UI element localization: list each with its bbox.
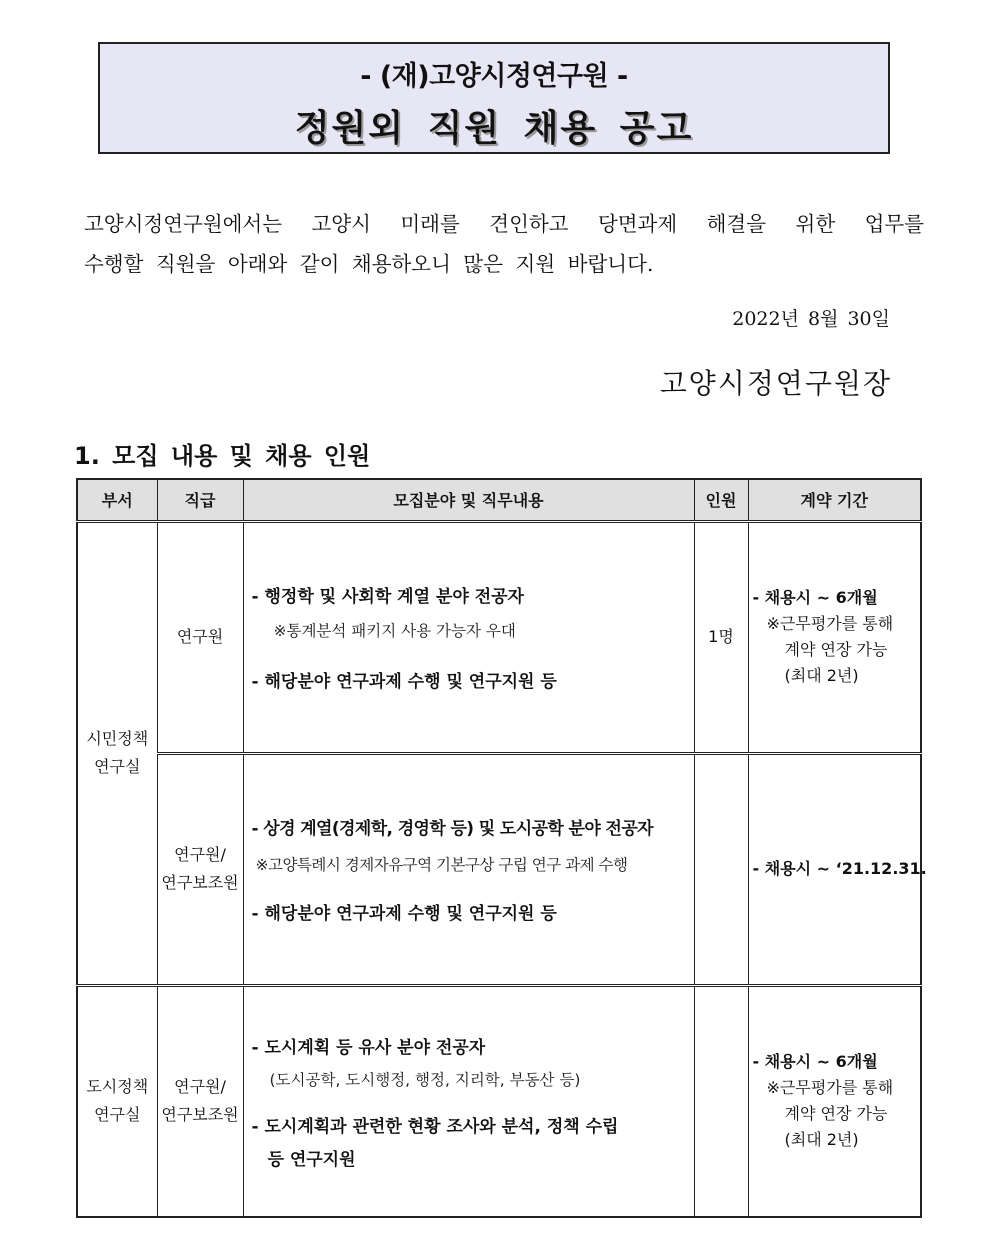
announcement-date: 2022년 8월 30일 [732, 308, 890, 330]
field-note: ※고양특례시 경제자유구역 기본구상 구립 연구 과제 수행 [255, 856, 628, 874]
count-cell [694, 753, 748, 985]
col-header-rank: 직급 [157, 479, 243, 521]
col-header-count: 인원 [694, 479, 748, 521]
field-main: - 행정학 및 사회학 계열 분야 전공자 [251, 587, 524, 607]
contract-cell [748, 521, 921, 753]
field-duty: - 해당분야 연구과제 수행 및 연구지원 등 [251, 904, 557, 924]
table-header-row [77, 479, 921, 521]
field-note: ※통계분석 패키지 사용 가능자 우대 [273, 622, 516, 640]
recruitment-table [76, 478, 927, 1218]
contract-main: - 채용시 ~ ‘21.12.31. [752, 859, 927, 878]
field-main: - 상경 계열(경제학, 경영학 등) 및 도시공학 분야 전공자 [251, 819, 653, 839]
intro-line-1: 고양시정연구원에서는 고양시 미래를 견인하고 당면과제 해결을 위한 업무를 [84, 212, 924, 236]
field-main: - 도시계획 등 유사 분야 전공자 [251, 1037, 486, 1058]
contract-main: - 채용시 ~ 6개월 [752, 588, 878, 607]
table-row [77, 521, 921, 753]
org-name: - (재)고양시정연구원 - [360, 61, 628, 92]
contract-note: ※근무평가를 통해 [766, 614, 894, 633]
count-cell [694, 985, 748, 1217]
contract-main: - 채용시 ~ 6개월 [752, 1052, 878, 1072]
table-row [77, 985, 921, 1217]
contract-note: (최대 2년) [784, 1130, 859, 1150]
contract-note: ※근무평가를 통해 [766, 1078, 894, 1098]
contract-cell [748, 985, 921, 1217]
page-title: 정원외 직원 채용 공고 [294, 108, 694, 149]
count-cell: 1명 [694, 521, 748, 753]
col-header-dept: 부서 [77, 479, 157, 521]
dept-cell: 도시정책 연구실 [77, 985, 157, 1217]
field-note: (도시공학, 도시행정, 행정, 지리학, 부동산 등) [269, 1070, 581, 1089]
field-duty: - 해당분야 연구과제 수행 및 연구지원 등 [251, 672, 557, 692]
field-duty: - 도시계획과 관련한 현황 조사와 분석, 정책 수립 [251, 1116, 619, 1137]
rank-cell: 연구원/ 연구보조원 [157, 753, 243, 985]
field-cell [243, 521, 694, 753]
rank-cell: 연구원/ 연구보조원 [157, 985, 243, 1217]
field-cell [243, 985, 694, 1217]
contract-cell [748, 753, 927, 985]
dept-cell: 시민정책 연구실 [77, 521, 157, 985]
col-header-contract: 계약 기간 [748, 479, 921, 521]
signer: 고양시정연구원장 [659, 367, 892, 400]
col-header-field: 모집분야 및 직무내용 [243, 479, 694, 521]
contract-note: 계약 연장 가능 [784, 1104, 888, 1124]
contract-note: 계약 연장 가능 [784, 640, 888, 659]
contract-note: (최대 2년) [784, 666, 859, 685]
section-title: 1. 모집 내용 및 채용 인원 [74, 442, 371, 470]
rank-cell: 연구원 [157, 521, 243, 753]
field-duty-cont: 등 연구지원 [267, 1149, 356, 1170]
field-cell [243, 753, 694, 985]
title-box [98, 42, 890, 154]
intro-line-2: 수행할 직원을 아래와 같이 채용하오니 많은 지원 바랍니다. [84, 252, 654, 276]
table-row [77, 753, 921, 985]
intro-paragraph [84, 204, 924, 284]
